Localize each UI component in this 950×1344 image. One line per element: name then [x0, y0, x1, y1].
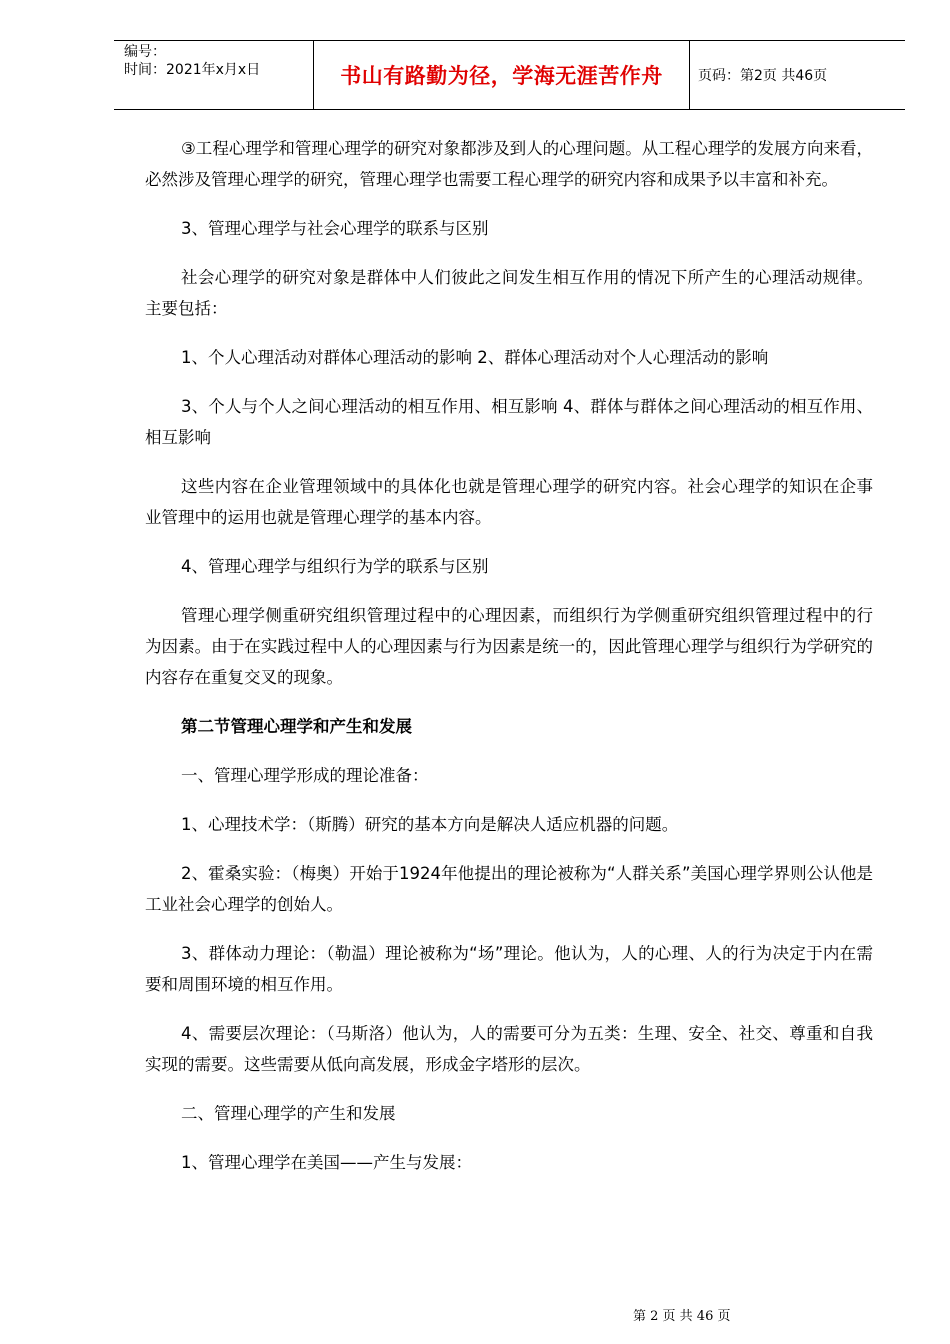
paragraph: 一、管理心理学形成的理论准备：	[181, 766, 429, 785]
page-header	[114, 40, 905, 110]
paragraph: 4、需要层次理论：（马斯洛）他认为，人的需要可分为五类：生理、安全、社交、尊重和自我实现的需要。这些需要从低向高发展，形成金字塔形的层次。	[145, 1024, 873, 1074]
paragraph: 管理心理学侧重研究组织管理过程中的心理因素，而组织行为学侧重研究组织管理过程中的行为因素。由于在实践过程中人的心理因素与行为因素是统一的，因此管理心理学与组织行为学研究的内容存在重复交叉的现象。	[145, 606, 873, 687]
paragraph: 1、管理心理学在美国——产生与发展：	[181, 1153, 472, 1172]
paragraph: 1、心理技术学：（斯腾）研究的基本方向是解决人适应机器的问题。	[181, 815, 679, 834]
section-heading: 第二节管理心理学和产生和发展	[181, 717, 412, 736]
paragraph: 2、霍桑实验：（梅奥）开始于1924年他提出的理论被称为“人群关系”美国心理学界则公认他是工业社会心理学的创始人。	[145, 864, 873, 914]
header-motto: 书山有路勤为径，学海无涯苦作舟	[314, 41, 690, 109]
document-body	[145, 133, 873, 1196]
paragraph: 二、管理心理学的产生和发展	[181, 1104, 396, 1123]
page-footer: 第 2 页 共 46 页	[633, 1309, 731, 1324]
paragraph: ③工程心理学和管理心理学的研究对象都涉及到人的心理问题。从工程心理学的发展方向来看，必然涉及管理心理学的研究，管理心理学也需要工程心理学的研究内容和成果予以丰富和补充。	[145, 139, 873, 189]
time-label: 时间：2021年x月x日	[124, 62, 261, 78]
paragraph: 这些内容在企业管理领域中的具体化也就是管理心理学的研究内容。社会心理学的知识在企事业管理中的运用也就是管理心理学的基本内容。	[145, 477, 873, 527]
paragraph: 3、个人与个人之间心理活动的相互作用、相互影响 4、群体与群体之间心理活动的相互作用、相互影响	[145, 397, 873, 447]
paragraph: 3、管理心理学与社会心理学的联系与区别	[181, 219, 489, 238]
number-label: 编号：	[124, 44, 166, 60]
paragraph: 3、群体动力理论：（勒温）理论被称为“场”理论。他认为，人的心理、人的行为决定于内在需要和周围环境的相互作用。	[145, 944, 873, 994]
header-page-label: 页码：第2页 共46页	[698, 68, 828, 84]
paragraph: 1、个人心理活动对群体心理活动的影响 2、群体心理活动对个人心理活动的影响	[181, 348, 769, 367]
header-meta	[114, 41, 314, 109]
paragraph: 4、管理心理学与组织行为学的联系与区别	[181, 557, 489, 576]
paragraph: 社会心理学的研究对象是群体中人们彼此之间发生相互作用的情况下所产生的心理活动规律。主要包括：	[145, 268, 873, 318]
